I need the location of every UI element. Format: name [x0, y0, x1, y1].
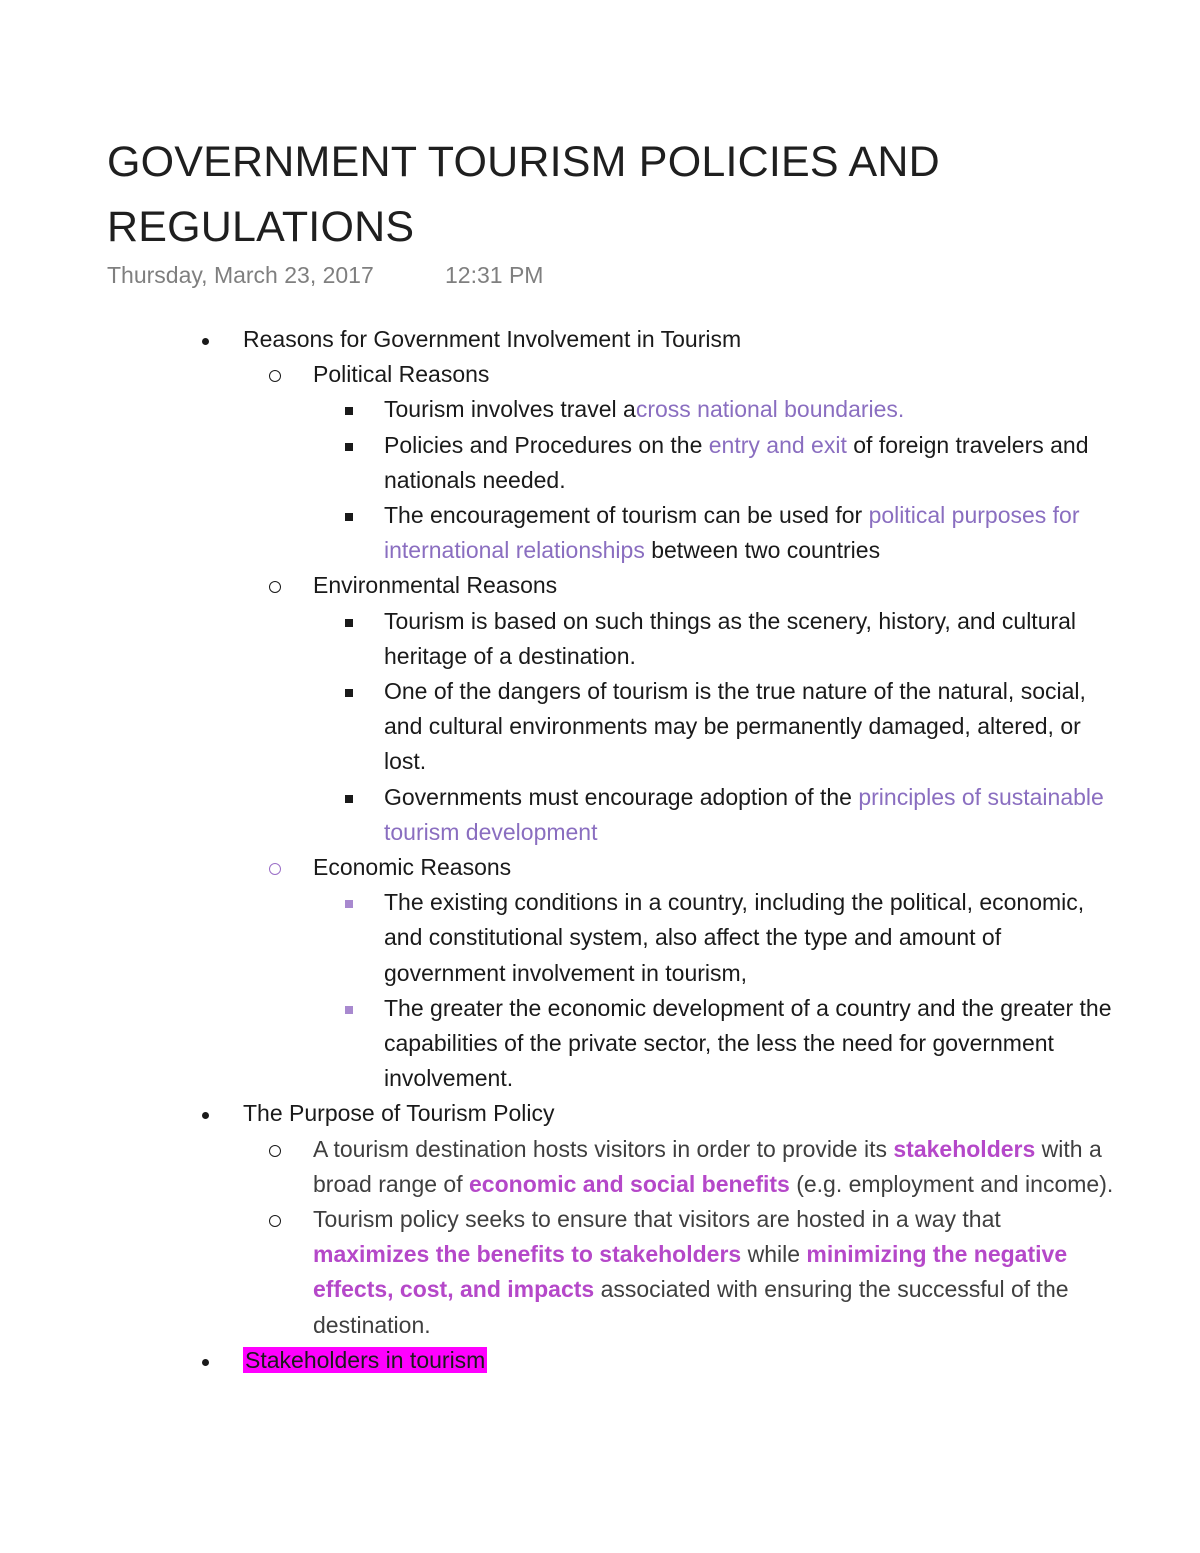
outline-text: Policies and Procedures on the — [384, 431, 709, 458]
outline-emphasis: cross national boundaries. — [635, 396, 905, 423]
outline-item-reasons[interactable] — [243, 322, 1123, 357]
outline-text: (e.g. employment and income). — [789, 1170, 1114, 1197]
outline-subheading: Environmental Reasons — [313, 572, 558, 599]
outline-item[interactable] — [384, 991, 1124, 1097]
outline-strong: economic and social benefits — [469, 1170, 790, 1197]
outline-text: associated with ensuring the successful of the destination. — [313, 1276, 1069, 1338]
outline-item-economic[interactable] — [313, 850, 1123, 885]
outline-item[interactable] — [384, 604, 1124, 674]
page-time: 12:31 PM — [445, 262, 544, 288]
outline-text: The existing conditions in a country, including the political, economic, and constitutional system, also affect the type and amount of government involvement in tourism, — [384, 889, 1085, 986]
outline-heading: Reasons for Government Involvement in Tourism — [243, 326, 742, 352]
outline-item[interactable] — [384, 498, 1124, 568]
outline-text: between two countries — [644, 537, 881, 564]
outline-heading: The Purpose of Tourism Policy — [243, 1100, 555, 1127]
outline-text: A tourism destination hosts visitors in order to provide its — [313, 1135, 894, 1162]
page-title[interactable]: GOVERNMENT TOURISM POLICIES AND REGULATIONS — [107, 138, 940, 251]
outline-strong: maximizes the benefits to stakeholders — [313, 1241, 742, 1268]
outline-text: Governments must encourage adoption of the — [384, 783, 859, 810]
outline-item-environmental[interactable] — [313, 568, 1123, 603]
outline-text: Tourism involves travel a — [384, 396, 636, 423]
outline-item[interactable] — [384, 780, 1124, 850]
outline-strong: minimizing the negative effects, cost, and impacts — [313, 1241, 1068, 1303]
outline-text: The encouragement of tourism can be used for — [384, 502, 869, 529]
page-date: Thursday, March 23, 2017 — [107, 262, 374, 288]
outline-text: of foreign travelers and nationals needed. — [384, 431, 1089, 493]
outline-emphasis: political purposes for international relationships — [384, 502, 1080, 564]
outline-subheading: Economic Reasons — [313, 854, 512, 881]
outline-text: with a broad range of — [313, 1135, 1102, 1197]
outline-item-stakeholders[interactable] — [243, 1343, 1123, 1378]
outline-item[interactable] — [384, 392, 1124, 427]
outline-subheading: Political Reasons — [313, 361, 490, 388]
outline-item[interactable] — [384, 674, 1124, 780]
outline-emphasis: entry and exit — [708, 431, 847, 458]
outline-emphasis: principles of sustainable tourism development — [384, 783, 1104, 845]
outline-item[interactable] — [313, 1202, 1123, 1343]
outline-item-political[interactable] — [313, 357, 1123, 392]
outline-text: Tourism is based on such things as the scenery, history, and cultural heritage of a destination. — [384, 607, 1077, 669]
note-outline[interactable] — [0, 322, 1200, 1440]
outline-text: The greater the economic development of a country and the greater the capabilities of the private sector, the less the need for government involvement. — [384, 994, 1112, 1092]
outline-item[interactable] — [384, 885, 1124, 991]
outline-text: One of the dangers of tourism is the true nature of the natural, social, and cultural environments may be permanently damaged, altered, or lost. — [384, 678, 1086, 775]
outline-item[interactable] — [313, 1132, 1123, 1202]
outline-text: while — [741, 1241, 807, 1268]
outline-text: Tourism policy seeks to ensure that visitors are hosted in a way that — [313, 1206, 1001, 1233]
outline-strong: stakeholders — [893, 1135, 1036, 1162]
outline-item[interactable] — [384, 428, 1124, 498]
outline-item-purpose[interactable] — [243, 1096, 1123, 1131]
highlighted-heading: Stakeholders in tourism — [245, 1346, 486, 1373]
page-timestamp — [107, 262, 544, 289]
